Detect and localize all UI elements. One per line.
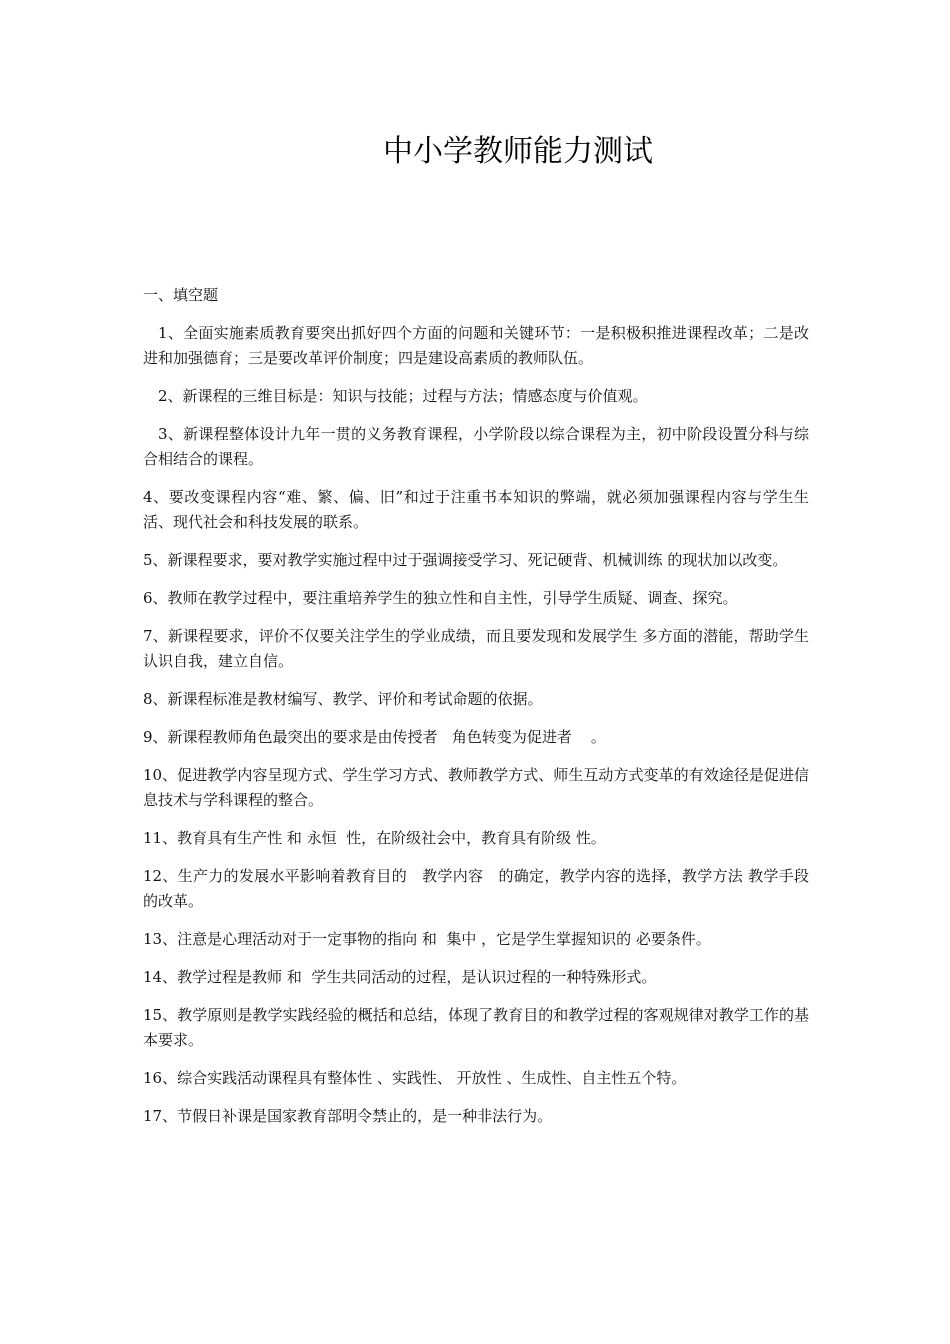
question-item: 6、教师在教学过程中，要注重培养学生的独立性和自主性，引导学生质疑、调查、探究。 — [143, 589, 738, 607]
question-item: 8、新课程标准是教材编写、教学、评价和考试命题的依据。 — [143, 690, 543, 708]
question-item: 9、新课程教师角色最突出的要求是由传授者 角色转变为促进者 。 — [143, 728, 606, 746]
question-item: 3、新课程整体设计九年一贯的义务教育课程，小学阶段以综合课程为主，初中阶段设置分科与综合相结合的课程。 — [143, 425, 809, 468]
question-item: 1、全面实施素质教育要突出抓好四个方面的问题和关键环节：一是积极积推进课程改革；二是改进和加强德育；三是要改革评价制度；四是建设高素质的教师队伍。 — [143, 324, 809, 367]
question-item: 10、促进教学内容呈现方式、学生学习方式、教师教学方式、师生互动方式变革的有效途径是促进信息技术与学科课程的整合。 — [143, 766, 809, 809]
question-item: 16、综合实践活动课程具有整体性 、实践性、 开放性 、生成性、自主性五个特。 — [143, 1069, 687, 1087]
question-item: 14、教学过程是教师 和 学生共同活动的过程，是认识过程的一种特殊形式。 — [143, 968, 657, 986]
question-item: 4、要改变课程内容“难、繁、偏、旧”和过于注重书本知识的弊端，就必须加强课程内容与学生生活、现代社会和科技发展的联系。 — [143, 488, 809, 531]
document-body — [143, 283, 809, 1142]
section-heading: 一、填空题 — [143, 286, 219, 304]
question-item: 5、新课程要求，要对教学实施过程中过于强调接受学习、死记硬背、机械训练 的现状加以改变。 — [143, 551, 788, 569]
question-item: 11、教育具有生产性 和 永恒 性，在阶级社会中，教育具有阶级 性。 — [143, 829, 606, 847]
question-item: 2、新课程的三维目标是：知识与技能；过程与方法；情感态度与价值观。 — [158, 387, 648, 405]
question-item: 13、注意是心理活动对于一定事物的指向 和 集中 ，它是学生掌握知识的 必要条件。 — [143, 930, 711, 948]
page-title: 中小学教师能力测试 — [383, 134, 653, 169]
question-item: 12、生产力的发展水平影响着教育目的 教学内容 的确定，教学内容的选择，教学方法 教学手段的改革。 — [143, 867, 809, 910]
question-item: 15、教学原则是教学实践经验的概括和总结，体现了教育目的和教学过程的客观规律对教学工作的基本要求。 — [143, 1006, 809, 1049]
question-item: 7、新课程要求，评价不仅要关注学生的学业成绩，而且要发现和发展学生 多方面的潜能，帮助学生认识自我，建立自信。 — [143, 627, 809, 670]
question-item: 17、节假日补课是国家教育部明令禁止的，是一种非法行为。 — [143, 1107, 553, 1125]
